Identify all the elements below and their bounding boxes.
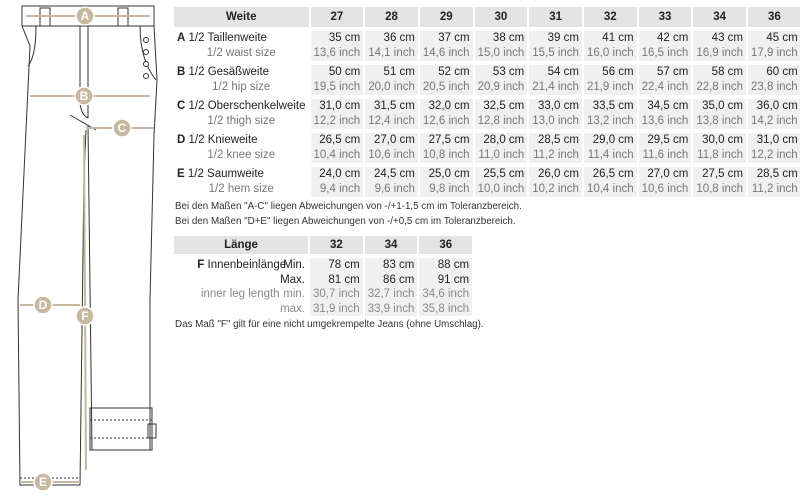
- tolerance-note-d-e: Bei den Maßen "D+E" liegen Abweichungen von -/+0,5 cm im Toleranzbereich.: [175, 216, 516, 227]
- cm-value: 28,5 cm: [748, 167, 800, 182]
- length-value: 88 cm: [419, 258, 472, 273]
- measure-row: [174, 167, 800, 182]
- cm-value: 31,5 cm: [365, 99, 418, 114]
- cm-value: 45 cm: [748, 31, 800, 46]
- measure-label-en: 1/2 knee size: [207, 149, 276, 161]
- measure-label-en: 1/2 hip size: [212, 81, 271, 93]
- length-size-header: 36: [419, 236, 472, 254]
- cm-value: 26,5 cm: [311, 133, 364, 148]
- measure-name: 1/2 Gesäßweite: [188, 66, 270, 78]
- cm-value: 39 cm: [529, 31, 582, 46]
- inch-value: 10,4 inch: [584, 182, 637, 197]
- inch-value: 10,8 inch: [693, 182, 746, 197]
- length-value: 31,9 inch: [310, 302, 363, 317]
- inch-value: 14,6 inch: [420, 46, 473, 61]
- length-value: 78 cm: [310, 258, 363, 273]
- cm-value: 27,0 cm: [365, 133, 418, 148]
- inch-value: 15,5 inch: [529, 46, 582, 61]
- cm-value: 26,5 cm: [584, 167, 637, 182]
- measure-row: [174, 99, 800, 114]
- marker-b-label: B: [79, 89, 89, 103]
- length-name-en: inner leg length: [200, 288, 280, 300]
- inch-value: 12,2 inch: [748, 148, 800, 163]
- length-table-body: [174, 254, 472, 316]
- marker-f-label: F: [81, 309, 89, 323]
- measure-letter: D: [177, 134, 186, 146]
- inch-value: 13,6 inch: [639, 114, 692, 129]
- length-name: Innenbeinlänge: [207, 259, 287, 271]
- button-4: [144, 74, 149, 79]
- measure-name: 1/2 Saumweite: [187, 168, 264, 180]
- width-size-table: [172, 7, 800, 197]
- measure-row-inch: [174, 80, 800, 95]
- inch-value: 9,6 inch: [365, 182, 418, 197]
- inch-value: 16,0 inch: [584, 46, 637, 61]
- inch-value: 14,2 inch: [748, 114, 800, 129]
- inch-value: 10,6 inch: [365, 148, 418, 163]
- size-header: 31: [529, 7, 582, 27]
- measure-name: 1/2 Taillenweite: [188, 32, 267, 44]
- marker-a-label: A: [80, 9, 90, 23]
- measure-label-en: 1/2 thigh size: [207, 115, 276, 127]
- length-row: [174, 273, 472, 288]
- cm-value: 34,5 cm: [639, 99, 692, 114]
- inch-value: 9,8 inch: [420, 182, 473, 197]
- inch-value: 13,2 inch: [584, 114, 637, 129]
- marker-d-label: D: [38, 298, 48, 312]
- length-marker: Max.: [280, 273, 305, 286]
- cm-value: 60 cm: [748, 65, 800, 80]
- length-label-cell: [174, 287, 308, 302]
- cm-value: 33,0 cm: [529, 99, 582, 114]
- cm-value: 57 cm: [639, 65, 692, 80]
- cm-value: 27,5 cm: [693, 167, 746, 182]
- inch-value: 10,6 inch: [639, 182, 692, 197]
- length-value: 91 cm: [419, 273, 472, 288]
- cm-value: 26,0 cm: [529, 167, 582, 182]
- cm-value: 42 cm: [639, 31, 692, 46]
- inch-value: 20,9 inch: [475, 80, 528, 95]
- cm-value: 36,0 cm: [748, 99, 800, 114]
- cm-value: 29,5 cm: [639, 133, 692, 148]
- inch-value: 20,5 inch: [420, 80, 473, 95]
- length-marker: min.: [283, 288, 305, 300]
- marker-c-label: C: [117, 121, 127, 135]
- inch-value: 16,9 inch: [693, 46, 746, 61]
- jeans-technical-drawing: [0, 0, 172, 500]
- width-table-body: [174, 27, 800, 197]
- measure-label-en: 1/2 waist size: [206, 47, 276, 59]
- inch-value: 16,5 inch: [639, 46, 692, 61]
- cm-value: 43 cm: [693, 31, 746, 46]
- length-row: [174, 302, 472, 317]
- cm-value: 24,0 cm: [311, 167, 364, 182]
- inch-value: 10,0 inch: [475, 182, 528, 197]
- cm-value: 41 cm: [584, 31, 637, 46]
- inch-value: 22,8 inch: [693, 80, 746, 95]
- inch-value: 11,8 inch: [693, 148, 746, 163]
- cm-value: 32,0 cm: [420, 99, 473, 114]
- cm-value: 36 cm: [365, 31, 418, 46]
- length-label-cell: [174, 273, 308, 288]
- measure-letter: C: [177, 100, 186, 112]
- inch-value: 12,4 inch: [365, 114, 418, 129]
- inch-value: 12,8 inch: [475, 114, 528, 129]
- inch-value: 10,4 inch: [311, 148, 364, 163]
- cm-value: 33,5 cm: [584, 99, 637, 114]
- cm-value: 37 cm: [420, 31, 473, 46]
- size-header: 28: [365, 7, 418, 27]
- length-value: 83 cm: [365, 258, 418, 273]
- length-value: 81 cm: [310, 273, 363, 288]
- cm-value: 53 cm: [475, 65, 528, 80]
- length-header-label: Länge: [174, 236, 308, 254]
- cm-value: 25,5 cm: [475, 167, 528, 182]
- inch-value: 12,6 inch: [420, 114, 473, 129]
- measure-label: [174, 133, 309, 148]
- cm-value: 38 cm: [475, 31, 528, 46]
- cm-value: 56 cm: [584, 65, 637, 80]
- inch-value: 11,0 inch: [475, 148, 528, 163]
- inch-value: 13,0 inch: [529, 114, 582, 129]
- length-marker: Min.: [283, 259, 305, 271]
- marker-e-label: E: [38, 475, 48, 489]
- cm-value: 30,0 cm: [693, 133, 746, 148]
- measure-line-f: [84, 135, 86, 470]
- length-value: 32,7 inch: [365, 287, 418, 302]
- cm-value: 29,0 cm: [584, 133, 637, 148]
- right-leg-outline: [150, 26, 157, 450]
- right-leg-inseam: [88, 125, 92, 450]
- size-header: 27: [311, 7, 364, 27]
- size-header: 34: [693, 7, 746, 27]
- measure-row: [174, 31, 800, 46]
- length-row: [174, 287, 472, 302]
- length-size-header: 34: [365, 236, 418, 254]
- inch-value: 20,0 inch: [365, 80, 418, 95]
- inch-value: 11,2 inch: [529, 148, 582, 163]
- length-value: 30,7 inch: [310, 287, 363, 302]
- measure-row: [174, 65, 800, 80]
- size-header: 33: [639, 7, 692, 27]
- measure-label: [174, 31, 309, 46]
- length-marker: max.: [280, 302, 305, 315]
- cm-value: 52 cm: [420, 65, 473, 80]
- tolerance-note-a-c: Bei den Maßen "A-C" liegen Abweichungen von -/+1-1,5 cm im Toleranzbereich.: [175, 201, 522, 212]
- cm-value: 27,5 cm: [420, 133, 473, 148]
- cm-value: 24,5 cm: [365, 167, 418, 182]
- measure-letter: B: [177, 66, 186, 78]
- inch-value: 10,2 inch: [529, 182, 582, 197]
- inch-value: 21,9 inch: [584, 80, 637, 95]
- length-value: 35,8 inch: [419, 302, 472, 317]
- cm-value: 27,0 cm: [639, 167, 692, 182]
- length-label-cell: [174, 302, 308, 317]
- measure-row-inch: [174, 114, 800, 129]
- width-header-label: Weite: [174, 7, 309, 27]
- measure-label-en: 1/2 hem size: [208, 183, 274, 195]
- measure-name: 1/2 Oberschenkelweite: [188, 100, 306, 112]
- cm-value: 35 cm: [311, 31, 364, 46]
- inch-value: 11,4 inch: [584, 148, 637, 163]
- button-3: [144, 62, 149, 67]
- f-measure-note: Das Maß "F" gilt für eine nicht umgekrempelte Jeans (ohne Umschlag).: [175, 319, 484, 330]
- length-value: 33,9 inch: [365, 302, 418, 317]
- size-header: 36: [748, 7, 800, 27]
- measure-label: [174, 167, 309, 182]
- measure-row: [174, 133, 800, 148]
- inch-value: 21,4 inch: [529, 80, 582, 95]
- inch-value: 9,4 inch: [311, 182, 364, 197]
- inch-value: 12,2 inch: [311, 114, 364, 129]
- cm-value: 31,0 cm: [748, 133, 800, 148]
- measure-name: 1/2 Knieweite: [188, 134, 258, 146]
- cm-value: 51 cm: [365, 65, 418, 80]
- length-label-cell: [174, 258, 308, 273]
- measure-label: [174, 99, 309, 114]
- measure-row-inch: [174, 182, 800, 197]
- length-value: 86 cm: [365, 273, 418, 288]
- measure-letter: A: [177, 32, 186, 44]
- cm-value: 28,5 cm: [529, 133, 582, 148]
- cm-value: 35,0 cm: [693, 99, 746, 114]
- measure-label: [174, 65, 309, 80]
- size-header: 30: [475, 7, 528, 27]
- button-1: [144, 38, 149, 43]
- inch-value: 15,0 inch: [475, 46, 528, 61]
- length-value: 34,6 inch: [419, 287, 472, 302]
- measure-letter: E: [177, 168, 185, 180]
- inch-value: 11,6 inch: [639, 148, 692, 163]
- cm-value: 58 cm: [693, 65, 746, 80]
- inch-value: 22,4 inch: [639, 80, 692, 95]
- length-letter: F: [197, 259, 205, 271]
- size-header: 32: [584, 7, 637, 27]
- inch-value: 23,8 inch: [748, 80, 800, 95]
- cm-value: 54 cm: [529, 65, 582, 80]
- inch-value: 10,8 inch: [420, 148, 473, 163]
- cm-value: 28,0 cm: [475, 133, 528, 148]
- length-size-header: 32: [310, 236, 363, 254]
- size-header: 29: [420, 7, 473, 27]
- inch-value: 13,8 inch: [693, 114, 746, 129]
- measure-row-inch: [174, 46, 800, 61]
- rolled-cuff: [90, 408, 152, 450]
- inch-value: 19,5 inch: [311, 80, 364, 95]
- cm-value: 25,0 cm: [420, 167, 473, 182]
- length-size-table: [172, 236, 474, 316]
- measure-row-inch: [174, 148, 800, 163]
- inch-value: 17,9 inch: [748, 46, 800, 61]
- cm-value: 32,5 cm: [475, 99, 528, 114]
- inch-value: 11,2 inch: [748, 182, 800, 197]
- inch-value: 14,1 inch: [365, 46, 418, 61]
- inch-value: 13,6 inch: [311, 46, 364, 61]
- length-row: [174, 258, 472, 273]
- cm-value: 31,0 cm: [311, 99, 364, 114]
- cm-value: 50 cm: [311, 65, 364, 80]
- button-2: [144, 50, 149, 55]
